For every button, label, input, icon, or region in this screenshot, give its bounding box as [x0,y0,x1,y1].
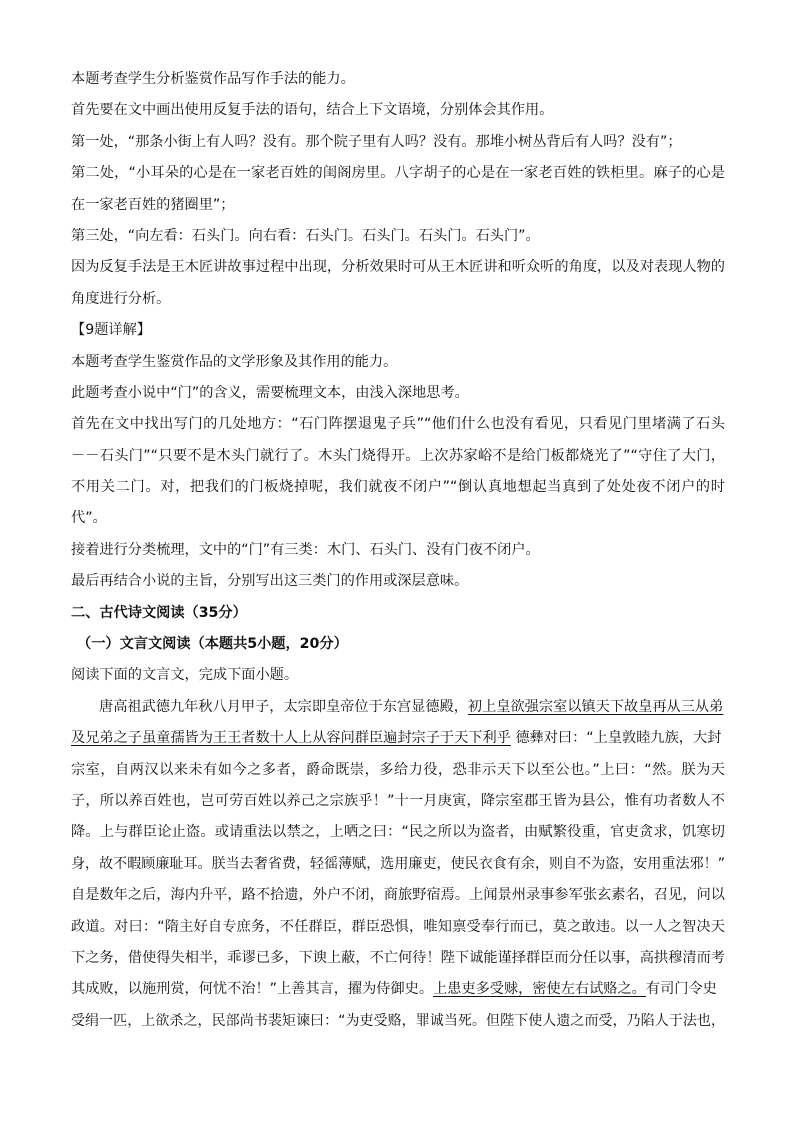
text-line-8: 角度进行分析。 [71,290,171,307]
text-line-15: 代”。 [71,510,107,527]
text-line-12: 首先在文中找出写门的几处地方：“石门阵摆退鬼子兵”“他们什么也没有看见，只看见门里堵满了石头 [71,416,725,433]
text-line-5: 在一家老百姓的猪圈里”； [71,196,235,213]
passage-line-10 [71,974,725,1005]
underlined-passage: 上患吏多受赇，密使左右试赂之。 [433,981,646,998]
passage-line-3: 宗室，自两汉以来未有如今之多者，爵命既崇，多给力役，恐非示天下以至公也。”上曰：“然。朕为天 [71,761,725,778]
passage-line-8: 政道。对曰：“隋主好自专庶务，不任群臣，群臣恐惧，唯知禀受奉行而已，莫之敢违。以一人之智决天 [71,918,725,935]
text-line-17: 最后再结合小说的主旨，分别写出这三类门的作用或深层意味。 [71,573,469,590]
text-line-10: 本题考查学生鉴赏作品的文学形象及其作用的能力。 [71,353,398,370]
text-line-4: 第二处，“小耳朵的心是在一家老百姓的闺阁房里。八字胡子的心是在一家老百姓的铁柜里。麻子的心是 [71,165,725,182]
underlined-passage: 及兄弟之子虽童孺皆为王王者数十人上从容问群臣遍封宗子于天下利乎 [71,730,511,747]
text-line-16: 接着进行分类梳理，文中的“门”有三类：木门、石头门、没有门夜不闭户。 [71,541,540,558]
question-9-heading: 【9题详解】 [71,322,151,339]
passage-line-5: 降。上与群臣论止盗。或请重法以禁之，上哂之曰：“民之所以为盗者，由赋繁役重，官吏贪求，饥寒切 [71,824,725,841]
subsection-heading: （一）文言文阅读（本题共5小题，20分） [77,636,348,653]
passage-line-9: 下之务，借使得失相半，乖谬已多，下谀上蔽，不亡何待！陛下诚能谨择群臣而分任以事，高拱穆清而考 [71,949,725,966]
passage-line-4: 子，所以养百姓也，岂可劳百姓以养己之宗族乎！”十一月庚寅，降宗室郡王皆为县公，惟有功者数人不 [71,792,725,809]
section-heading: 二、古代诗文阅读（35分） [71,604,247,621]
passage-text: 有司门令史 [645,981,717,998]
text-line-6: 第三处，“向左看：石头门。向右看：石头门。石头门。石头门。石头门”。 [71,227,540,244]
text-line-14: 不用关二门。对，把我们的门板烧掉呢，我们就夜不闭户”“倒认真地想起当真到了处处夜不闭户的时 [71,479,725,496]
passage-line-11: 受绢一匹，上欲杀之，民部尚书裴矩谏曰：“为吏受赂，罪诚当死。但陛下使人遗之而受，乃陷人于法也， [71,1012,725,1029]
text-line-2: 首先要在文中画出使用反复手法的语句，结合上下文语境，分别体会其作用。 [71,102,554,119]
text-line-7: 因为反复手法是王木匠讲故事过程中出现，分析效果时可从王木匠讲和听众听的角度，以及对表现人物的 [71,259,725,276]
text-line-13: －－石头门”“只要不是木头门就行了。木头门烧得开。上次苏家峪不是给门板都烧光了”“守住了大门， [71,447,725,464]
passage-line-7: 自是数年之后，海内升平，路不拾遗，外户不闭，商旅野宿焉。上闻景州录事参军张玄素名，召见，问以 [71,887,725,904]
passage-line-1 [71,692,725,723]
passage-text: 唐高祖武德九年秋八月甲子，太宗即皇帝位于东宫显德殿， [99,698,468,715]
underlined-passage: 初上皇欲强宗室以镇天下故皇再从三从弟 [467,698,724,715]
passage-text: 其成败，以施刑赏，何忧不治！”上善其言，擢为侍御史。 [71,981,434,998]
text-line-11: 此题考查小说中“门”的含义，需要梳理文本，由浅入深地思考。 [71,384,469,401]
passage-line-2 [71,723,725,754]
passage-text: 德彝对曰：“上皇敦睦九族，大封 [510,730,722,747]
text-line-3: 第一处，“那条小街上有人吗？没有。那个院子里有人吗？没有。那堆小树丛背后有人吗？没有”； [71,133,682,150]
instruction-text: 阅读下面的文言文，完成下面小题。 [71,667,299,684]
text-line-1: 本题考查学生分析鉴赏作品写作手法的能力。 [71,71,355,87]
document-page [71,64,725,1037]
passage-line-6: 身，故不暇顾廉耻耳。朕当去奢省费，轻徭薄赋，选用廉吏，使民衣食有余，则自不为盗，安用重法邪！” [71,855,725,872]
